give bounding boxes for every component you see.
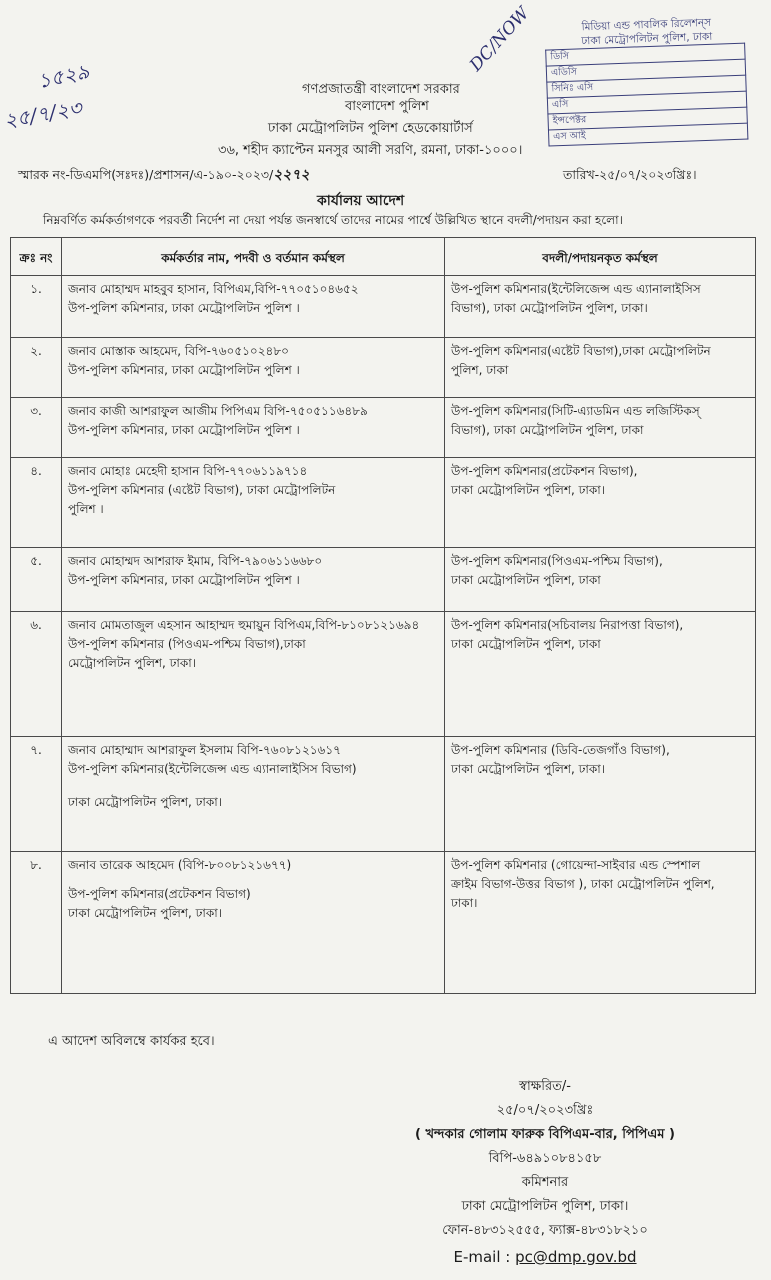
new-post-line: ঢাকা মেট্রোপলিটন পুলিশ, ঢাকা। (451, 762, 606, 776)
officer-name: জনাব মোহাঃ মেহেদী হাসান বিপি-৭৭০৬১১৯৭১৪ (68, 464, 308, 478)
row-officer (62, 458, 445, 548)
officer-current-post: উপ-পুলিশ কমিশনার, ঢাকা মেট্রোপলিটন পুলিশ । (68, 363, 300, 377)
header-address: ৩৬, শহীদ ক্যাপ্টেন মনসুর আলী সরণি, রমনা, ঢাকা-১০০০। (218, 143, 523, 158)
officer-current-post: উপ-পুলিশ কমিশনার (পিওএম-পশ্চিম বিভাগ),ঢাকা (68, 637, 306, 651)
row-officer (62, 338, 445, 398)
table-header-row (11, 238, 756, 276)
officer-current-post: উপ-পুলিশ কমিশনার, ঢাকা মেট্রোপলিটন পুলিশ । (68, 423, 300, 437)
row-officer (62, 548, 445, 612)
signatory-bp: বিপি-৬৪৯১০৮৪১৫৮ (488, 1151, 602, 1166)
header-officer: কর্মকর্তার নাম, পদবী ও বর্তমান কর্মস্থল (62, 238, 445, 276)
row-serial: ২. (11, 338, 62, 398)
signatory-phone: ফোন-৪৮৩১২৫৫৫, ফ্যাক্স-৪৮৩১৮২১০ (442, 1223, 648, 1238)
handwritten-initials: DC/NOW (466, 3, 534, 76)
row-new-post (445, 276, 756, 338)
table-row (11, 737, 756, 852)
new-post-line: বিভাগ), ঢাকা মেট্রোপলিটন পুলিশ, ঢাকা। (451, 301, 648, 315)
table-row (11, 548, 756, 612)
row-officer (62, 737, 445, 852)
officer-current-post: উপ-পুলিশ কমিশনার(প্রটেকশন বিভাগ) (68, 887, 251, 901)
handwritten-date: ২৫/৭/২৩ (2, 95, 84, 133)
table-row (11, 338, 756, 398)
officer-extra: মেট্রোপলিটন পুলিশ, ঢাকা। (68, 656, 197, 670)
new-post-line: উপ-পুলিশ কমিশনার(সচিবালয় নিরাপত্তা বিভাগ), (451, 618, 684, 632)
stamp-row: এস আই (548, 123, 747, 146)
row-officer (62, 276, 445, 338)
signatory-name: ( খন্দকার গোলাম ফারুক বিপিএম-বার, পিপিএম ) (415, 1127, 675, 1142)
row-new-post (445, 398, 756, 458)
row-serial: ৩. (11, 398, 62, 458)
stamp-row: এডিসি (546, 59, 745, 82)
new-post-line: ঢাকা। (451, 896, 478, 910)
new-post-line: ক্রাইম বিভাগ-উত্তর বিভাগ ), ঢাকা মেট্রোপলিটন পুলিশ, (451, 877, 715, 891)
new-post-line: উপ-পুলিশ কমিশনার (ডিবি-তেজগাঁও বিভাগ), (451, 743, 670, 757)
row-new-post (445, 338, 756, 398)
header-new-post: বদলী/পদায়নকৃত কর্মস্থল (445, 238, 756, 276)
transfer-table (10, 237, 756, 994)
stamp-row: সিনিঃ এসি (547, 75, 746, 98)
new-post-line: উপ-পুলিশ কমিশনার(ইন্টেলিজেন্স এন্ড এ্যানালাইসিস (451, 282, 701, 296)
new-post-line: উপ-পুলিশ কমিশনার(সিটি-এ্যাডমিন এন্ড লজিস্টিকস্‌ (451, 404, 700, 418)
memo-number (18, 163, 310, 187)
header-dmp-hq: ঢাকা মেট্রোপলিটন পুলিশ হেডকোয়ার্টার্স (268, 121, 473, 136)
stamp-title-2: ঢাকা মেট্রোপলিটন পুলিশ, ঢাকা (581, 30, 713, 48)
row-serial: ৭. (11, 737, 62, 852)
new-post-line: উপ-পুলিশ কমিশনার (গোয়েন্দা-সাইবার এন্ড স্পেশাল (451, 858, 701, 872)
table-row (11, 458, 756, 548)
email-link[interactable]: pc@dmp.gov.bd (515, 1248, 637, 1266)
new-post-line: ঢাকা মেট্রোপলিটন পুলিশ, ঢাকা (451, 637, 601, 651)
header-government: গণপ্রজাতন্ত্রী বাংলাদেশ সরকার (302, 82, 460, 97)
new-post-line: উপ-পুলিশ কমিশনার(এষ্টেট বিভাগ),ঢাকা মেট্রোপলিটন (451, 344, 711, 358)
new-post-line: ঢাকা মেট্রোপলিটন পুলিশ, ঢাকা। (451, 483, 606, 497)
new-post-line: বিভাগ), ঢাকা মেট্রোপলিটন পুলিশ, ঢাকা (451, 423, 644, 437)
handwritten-number: ১৫২৯ (35, 58, 92, 94)
row-serial: ৪. (11, 458, 62, 548)
new-post-line: উপ-পুলিশ কমিশনার(পিওএম-পশ্চিম বিভাগ), (451, 554, 663, 568)
new-post-line: পুলিশ, ঢাকা (451, 363, 509, 377)
officer-name: জনাব মোহাম্মদ আশরাফ ইমাম, বিপি-৭৯০৬১১৬৬৮০ (68, 554, 323, 568)
stamp-table (545, 43, 748, 147)
officer-name: জনাব মোস্তাক আহমেদ, বিপি-৭৬০৫১০২৪৮০ (68, 344, 289, 358)
table-row (11, 276, 756, 338)
order-date: তারিখ-২৫/০৭/২০২৩খ্রিঃ। (563, 167, 697, 182)
table-row (11, 612, 756, 737)
stamp-row: ডিসি (546, 43, 745, 66)
row-new-post (445, 737, 756, 852)
row-new-post (445, 852, 756, 994)
email-label: E-mail : (453, 1248, 511, 1266)
memo-handwritten-number: ২২৭২ (273, 167, 310, 183)
row-officer (62, 852, 445, 994)
new-post-line: উপ-পুলিশ কমিশনার(প্রটেকশন বিভাগ), (451, 464, 638, 478)
row-serial: ৬. (11, 612, 62, 737)
signatory-email (380, 1246, 710, 1268)
order-title: কার্যালয় আদেশ (317, 193, 405, 209)
officer-extra: ঢাকা মেট্রোপলিটন পুলিশ, ঢাকা। (68, 795, 223, 809)
officer-name: জনাব মোহাম্মদ মাহবুব হাসান, বিপিএম,বিপি-৭৭০৫১০৪৬৫২ (68, 282, 359, 296)
officer-name: জনাব মোহাম্মাদ আশরাফুল ইসলাম বিপি-৭৬০৮১২১৬১৭ (68, 743, 341, 757)
row-new-post (445, 548, 756, 612)
officer-current-post: উপ-পুলিশ কমিশনার (এষ্টেট বিভাগ), ঢাকা মেট্রোপলিটন (68, 483, 336, 497)
effective-notice: এ আদেশ অবিলম্বে কার্যকর হবে। (48, 1034, 215, 1049)
officer-current-post: উপ-পুলিশ কমিশনার, ঢাকা মেট্রোপলিটন পুলিশ । (68, 301, 300, 315)
stamp-title-1: মিডিয়া এন্ড পাবলিক রিলেশন্‌স (581, 16, 712, 34)
signatory-title: কমিশনার (521, 1175, 569, 1190)
order-intro: নিম্নবর্ণিত কর্মকর্তাগণকে পরবর্তী নির্দেশ না দেয়া পর্যন্ত জনস্বার্থে তাদের নামের পার্শ্বে উল্লিখিত স্থানে বদলী/পদায়ন করা হলো। (43, 213, 623, 227)
signed-label: স্বাক্ষরিত/- (519, 1079, 571, 1094)
officer-extra: পুলিশ । (68, 502, 104, 516)
officer-name: জনাব মোমতাজুল এহসান আহাম্মদ হুমায়ুন বিপিএম,বিপি-৮১০৮১২১৬৯৪ (68, 618, 420, 632)
row-officer (62, 612, 445, 737)
memo-prefix: স্মারক নং-ডিএমপি(সঃদঃ)/প্রশাসন/এ-১৯০-২০২৩/ (18, 167, 274, 182)
table-row (11, 852, 756, 994)
row-new-post (445, 612, 756, 737)
header-serial: ক্রঃ নং (11, 238, 62, 276)
officer-current-post: উপ-পুলিশ কমিশনার(ইন্টেলিজেন্স এন্ড এ্যানালাইসিস বিভাগ) (68, 762, 357, 776)
row-serial: ৮. (11, 852, 62, 994)
stamp-row: এসি (547, 91, 746, 114)
row-new-post (445, 458, 756, 548)
officer-name: জনাব তারেক আহমেদ (বিপি-৮০০৮১২১৬৭৭) (68, 858, 292, 872)
officer-current-post: উপ-পুলিশ কমিশনার, ঢাকা মেট্রোপলিটন পুলিশ । (68, 573, 300, 587)
header-police: বাংলাদেশ পুলিশ (345, 99, 429, 114)
officer-extra: ঢাকা মেট্রোপলিটন পুলিশ, ঢাকা। (68, 906, 223, 920)
stamp-row: ইন্সপেক্টর (548, 107, 747, 130)
row-serial: ৫. (11, 548, 62, 612)
row-officer (62, 398, 445, 458)
receipt-stamp (540, 14, 758, 186)
new-post-line: ঢাকা মেট্রোপলিটন পুলিশ, ঢাকা (451, 573, 601, 587)
officer-name: জনাব কাজী আশরাফুল আজীম পিপিএম বিপি-৭৫০৫১১৬৪৮৯ (68, 404, 368, 418)
signature-date: ২৫/০৭/২০২৩খ্রিঃ (496, 1103, 594, 1118)
signatory-org: ঢাকা মেট্রোপলিটন পুলিশ, ঢাকা। (461, 1199, 629, 1214)
row-serial: ১. (11, 276, 62, 338)
table-row (11, 398, 756, 458)
